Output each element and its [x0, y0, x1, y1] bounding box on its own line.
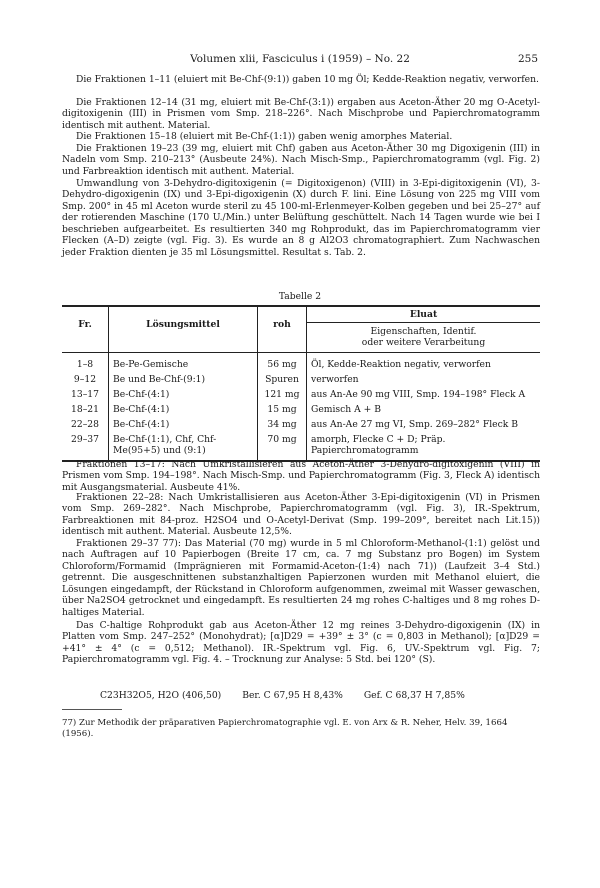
paragraph-fractions-29-37: Fraktionen 29–37 77): Das Material (70 mg) wurde in 5 ml Chloroform-Methanol-(1:1) gelöst und nach Auftragen auf 10 Papierbogen (Breite 17 cm, ca. 7 mg Substanz pro Bogen) im System Chloroform/Formamid (Imprägnieren mit Formamid-Aceton-(1:4) nach 71)) (Laufzeit 3–4 Std.) getrennt. Die ausgeschnittenen substanzhaltigen Papierzonen wurden mit Methanol eluiert, die Lösungen eingedampft, der Rückstand in Chloroform aufgenommen, zweimal mit Wasser gewaschen, über Na2SO4 getrocknet und eingedampft. Es resultierten 24 mg rohes C-haltiges und 8 mg rohes D-haltiges Material.: [62, 538, 540, 618]
fr-cell: 13–17: [71, 389, 99, 400]
roh-cell: 15 mg: [258, 401, 307, 416]
header-eluat-line2: oder weitere Verarbeitung: [361, 337, 486, 348]
table-row: [62, 353, 540, 372]
paragraph-fractions-1-11: Die Fraktionen 1–11 (eluiert mit Be-Chf-(9:1)) gaben 10 mg Öl; Kedde-Reaktion negativ, verworfen.: [76, 74, 539, 85]
header-roh: roh: [258, 306, 307, 353]
eluat-cell: Gemisch A + B: [307, 401, 541, 416]
table-row: [62, 386, 540, 401]
solvent-cell: Be-Chf-(1:1), Chf, Chf-Me(95+5) und (9:1): [109, 431, 258, 461]
paragraph-fractions-15-18: Die Fraktionen 15–18 (eluiert mit Be-Chf-(1:1)) gaben wenig amorphes Material.: [76, 131, 453, 142]
table-row: [62, 401, 540, 416]
paragraph-c-containing: Das C-haltige Rohprodukt gab aus Aceton-Äther 12 mg reines 3-Dehydro-digoxigenin (IX) in Platten vom Smp. 247–252° (Monohydrat); [α]D29 = +39° ± 3° (c = 0,803 in Methanol); [α]D29 = +41° ± 4° (c = 0,512; Methanol). IR.-Spektrum vgl. Fig. 6, UV.-Spektrum vgl. Fig. 7; Papierchromatogramm vgl. Fig. 4. – Trocknung zur Analyse: 5 Std. bei 120° (S).: [62, 620, 540, 666]
paragraph-fractions-13-17: Fraktionen 13–17: Nach Umkristallisieren aus Aceton-Äther 3-Dehydro-digitoxigenin (VIII) in Prismen vom Smp. 194–198°. Nach Misch-Smp. und Papierchromatogramm (Fig. 3, Fleck A) identisch mit Ausgangsmaterial. Ausbeute 41%.: [62, 459, 540, 493]
table-row: [62, 416, 540, 431]
eluat-cell: aus An-Ae 27 mg VI, Smp. 269–282° Fleck B: [307, 416, 541, 431]
eluat-cell: Öl, Kedde-Reaktion negativ, verworfen: [307, 353, 541, 372]
eluat-cell: amorph, Flecke C + D; Präp. Papierchromatogramm: [307, 431, 541, 461]
table-body: [62, 353, 540, 462]
fr-cell: 1–8: [76, 359, 94, 370]
solvent-cell: Be-Chf-(4:1): [109, 416, 258, 431]
header-eluat: Eluat: [307, 306, 541, 323]
paragraph-fractions-19-23: Die Fraktionen 19–23 (39 mg, eluiert mit Chf) gaben aus Aceton-Äther 30 mg Digoxigenin (III) in Nadeln vom Smp. 210–213° (Ausbeute 24%). Nach Misch-Smp., Papierchromatogramm (vgl. Fig. 2) und Farbreaktion identisch mit authent. Material.: [62, 143, 540, 177]
fr-cell: 9–12: [73, 374, 97, 385]
molecular-formula: C23H32O5, H2O (406,50): [100, 690, 222, 701]
eluat-cell: verworfen: [307, 371, 541, 386]
header-fr: Fr.: [78, 319, 92, 330]
results-table: [62, 305, 540, 462]
calculated-values: Ber. C 67,95 H 8,43%: [242, 690, 343, 701]
fr-cell: 29–37: [71, 434, 99, 445]
header-solvent: Lösungsmittel: [109, 306, 258, 353]
table-row: [62, 431, 540, 461]
paragraph-fractions-22-28: Fraktionen 22–28: Nach Umkristallisieren aus Aceton-Äther 3-Epi-digitoxigenin (VI) in Prismen vom Smp. 269–282°. Nach Mischprobe, Papierchromatogramm (vgl. Fig. 3), IR.-Spektrum, Farbreaktionen mit 84-proz. H2SO4 und O-Acetyl-Derivat (Smp. 199–209°, bereitet nach Lit.15)) identisch mit authent. Material. Ausbeute 12,5%.: [62, 492, 540, 538]
header-eluat-line1: Eigenschaften, Identif.: [370, 326, 477, 337]
header-eluat-sub: [307, 323, 541, 353]
footnote-divider: [62, 709, 122, 710]
found-values: Gef. C 68,37 H 7,85%: [363, 690, 465, 701]
roh-cell: Spuren: [258, 371, 307, 386]
roh-cell: 121 mg: [258, 386, 307, 401]
solvent-cell: Be und Be-Chf-(9:1): [109, 371, 258, 386]
paragraph-fractions-12-14: Die Fraktionen 12–14 (31 mg, eluiert mit Be-Chf-(3:1)) ergaben aus Aceton-Äther 20 mg O-Acetyl-digitoxigenin (III) in Prismen vom Smp. 218–226°. Nach Mischprobe und Papierchromatogramm identisch mit authent. Material.: [62, 97, 540, 131]
eluat-cell: aus An-Ae 90 mg VIII, Smp. 194–198° Fleck A: [307, 386, 541, 401]
fr-cell: 22–28: [71, 419, 99, 430]
roh-cell: 70 mg: [258, 431, 307, 461]
paragraph-conversion: Umwandlung von 3-Dehydro-digitoxigenin (= Digitoxigenon) (VIII) in 3-Epi-digitoxigenin (VI), 3-Dehydro-digoxigenin (IX) und 3-Epi-digoxigenin (X) durch F. lini. Eine Lösung von 225 mg VIII vom Smp. 200° in 45 ml Aceton wurde steril zu 45 100-ml-Erlenmeyer-Kolben gegeben und bei 25–27° auf der rotierenden Maschine (170 U./Min.) unter Belüftung geschüttelt. Nach 14 Tagen wurde wie bei I beschrieben aufgearbeitet. Es resultierten 340 mg Rohprodukt, das im Papierchromatogramm vier Flecken (A–D) zeigte (vgl. Fig. 3). Es wurde an 8 g Al2O3 chromatographiert. Zum Nachwaschen jeder Fraktion dienten je 35 ml Lösungsmittel. Resultat s. Tab. 2.: [62, 178, 540, 258]
solvent-cell: Be-Chf-(4:1): [109, 401, 258, 416]
elemental-analysis: [100, 690, 483, 701]
fr-cell: 18–21: [71, 404, 99, 415]
running-title: Volumen xlii, Fasciculus i (1959) – No. 22: [190, 53, 410, 65]
footnote: 77) Zur Methodik der präparativen Papierchromatographie vgl. E. von Arx & R. Neher, Helv. 39, 1664 (1956).: [62, 718, 508, 739]
table-caption: Tabelle 2: [278, 291, 322, 302]
table-row: [62, 371, 540, 386]
solvent-cell: Be-Pe-Gemische: [109, 353, 258, 372]
roh-cell: 34 mg: [258, 416, 307, 431]
roh-cell: 56 mg: [258, 353, 307, 372]
page-number: 255: [517, 53, 538, 65]
solvent-cell: Be-Chf-(4:1): [109, 386, 258, 401]
